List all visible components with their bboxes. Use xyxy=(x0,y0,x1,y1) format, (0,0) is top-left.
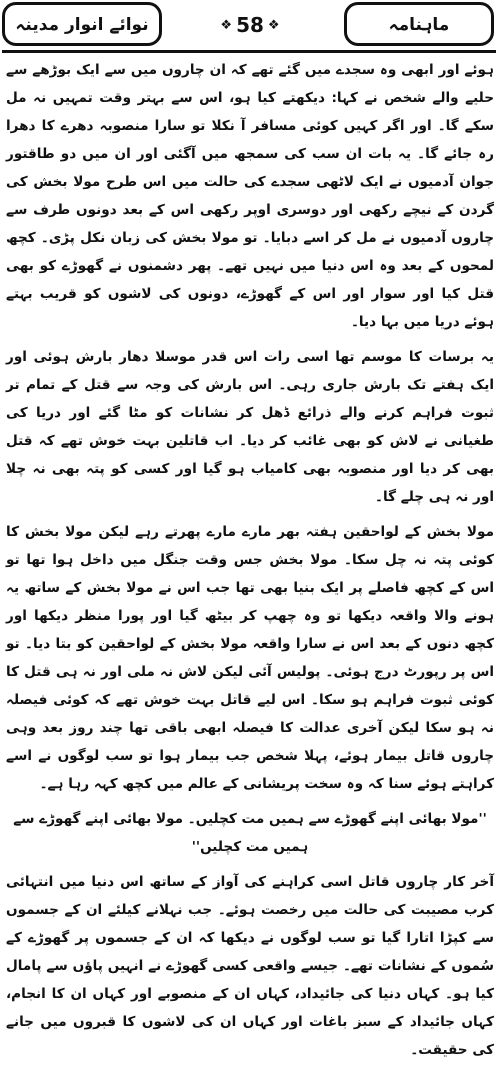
magazine-name-tab xyxy=(2,2,162,46)
page-number: 58 xyxy=(236,13,264,37)
page-header xyxy=(2,2,494,52)
paragraph: مولا بخش کے لواحقین ہفتہ بھر مارے مارے پھرتے رہے لیکن مولا بخش کا کوئی پتہ نہ چل سکا۔ مولا بخش جس وقت جنگل میں داخل ہوا تھا تو اس کے کچھ فاصلے پر ایک بنیا بھی تھا جب اس نے مولا بخش کے ساتھ یہ ہونے والا واقعہ دیکھا تو وہ چھپ کر بیٹھ گیا اور پورا منظر دیکھا اور کچھ دنوں کے بعد اس نے سارا واقعہ مولا بخش کے لواحقین کو بتا دیا۔ تو اس پر رپورٹ درج ہوئی۔ پولیس آئی لیکن لاش نہ ملی اور نہ ہی قتل کا کوئی ثبوت فراہم ہو سکا۔ اس لیے قاتل بہت خوش تھے کہ کوئی فیصلہ نہ ہو سکا لیکن آخری عدالت کا فیصلہ ابھی باقی تھا چند روز بعد وہی چاروں قاتل بیمار ہوئے، پہلا شخص جب بیمار ہوا تو سب لوگوں نے اسے کراہتے ہوئے سنا کہ وہ سخت پریشانی کے عالم میں کچھ کہہ رہا ہے۔ xyxy=(6,524,494,792)
magazine-name: نوائے انوار مدینہ xyxy=(15,14,149,35)
article-body xyxy=(6,56,494,1071)
ornament-right-icon: ❖ xyxy=(267,17,280,33)
quote-line: ''مولا بھائی اپنے گھوڑے سے ہمیں مت کچلیں۔ مولا بھائی اپنے گھوڑے سے ہمیں مت کچلیں'' xyxy=(13,811,487,855)
magazine-label-tab xyxy=(344,2,494,46)
magazine-label: ماہنامہ xyxy=(388,14,450,35)
ornament-left-icon: ❖ xyxy=(220,17,233,33)
paragraph: آخر کار چاروں قاتل اسی کراہنے کی آواز کے ساتھ اس دنیا میں انتہائی کرب مصیبت کی حالت میں رخصت ہوئے۔ جب نہلانے کیلئے ان کے جسموں سے کپڑا اتارا گیا تو سب لوگوں نے دیکھا کہ ان کے جسموں پر گھوڑے کے سُموں کے نشانات تھے۔ جیسے واقعی کسی گھوڑے نے انہیں پاؤں سے پامال کیا ہو۔ کہاں دنیا کی جائیداد، کہاں ان کے منصوبے اور کہاں ان کا انجام، کہاں جائیداد کے سبز باغات اور کہاں ان کی لاشوں کا قبروں میں جانے کی حقیقت۔ xyxy=(6,874,494,1058)
paragraph: یہ برسات کا موسم تھا اسی رات اس قدر موسلا دھار بارش ہوئی اور ایک ہفتے تک بارش جاری رہی۔ اس بارش کی وجہ سے قتل کے تمام تر ثبوت فراہم کرنے والے ذرائع ڈھل کر نشانات کو مٹا گئے اور دریا کی طغیانی نے لاش کو بھی غائب کر دیا۔ اب قاتلین بہت خوش تھے کہ قتل بھی کر دیا اور منصوبہ بھی کامیاب ہو گیا اور کسی کو پتہ بھی نہ چلا اور نہ ہی چلے گا۔ xyxy=(6,349,494,505)
page-number-box xyxy=(198,9,302,41)
paragraph: ہوئے اور ابھی وہ سجدے میں گئے تھے کہ ان چاروں میں سے ایک بوڑھے سے حلیے والے شخص نے کہا: دیکھتے کیا ہو، اس سے بہتر وقت تمہیں نہ مل سکے گا۔ اور اگر کہیں کوئی مسافر آ نکلا تو سارا منصوبہ دھرے کا دھرا رہ جائے گا۔ یہ بات ان سب کی سمجھ میں آگئی اور ان میں دو طاقتور جوان آدمیوں نے ایک لاٹھی سجدے کی حالت میں اس طرح مولا بخش کی گردن کے نیچے رکھی اور دوسری اوپر رکھی اس کے بعد دونوں طرف سے چاروں آدمیوں نے مل کر اسے دبایا۔ تو مولا بخش کی زبان نکل پڑی۔ کچھ لمحوں کے بعد وہ اس دنیا میں نہیں تھے۔ پھر دشمنوں نے گھوڑے کو بھی قتل کیا اور سوار اور اس کے گھوڑے، دونوں کی لاشوں کو قریب بہتے ہوئے دریا میں بہا دیا۔ xyxy=(6,62,494,330)
header-rule xyxy=(2,50,496,53)
